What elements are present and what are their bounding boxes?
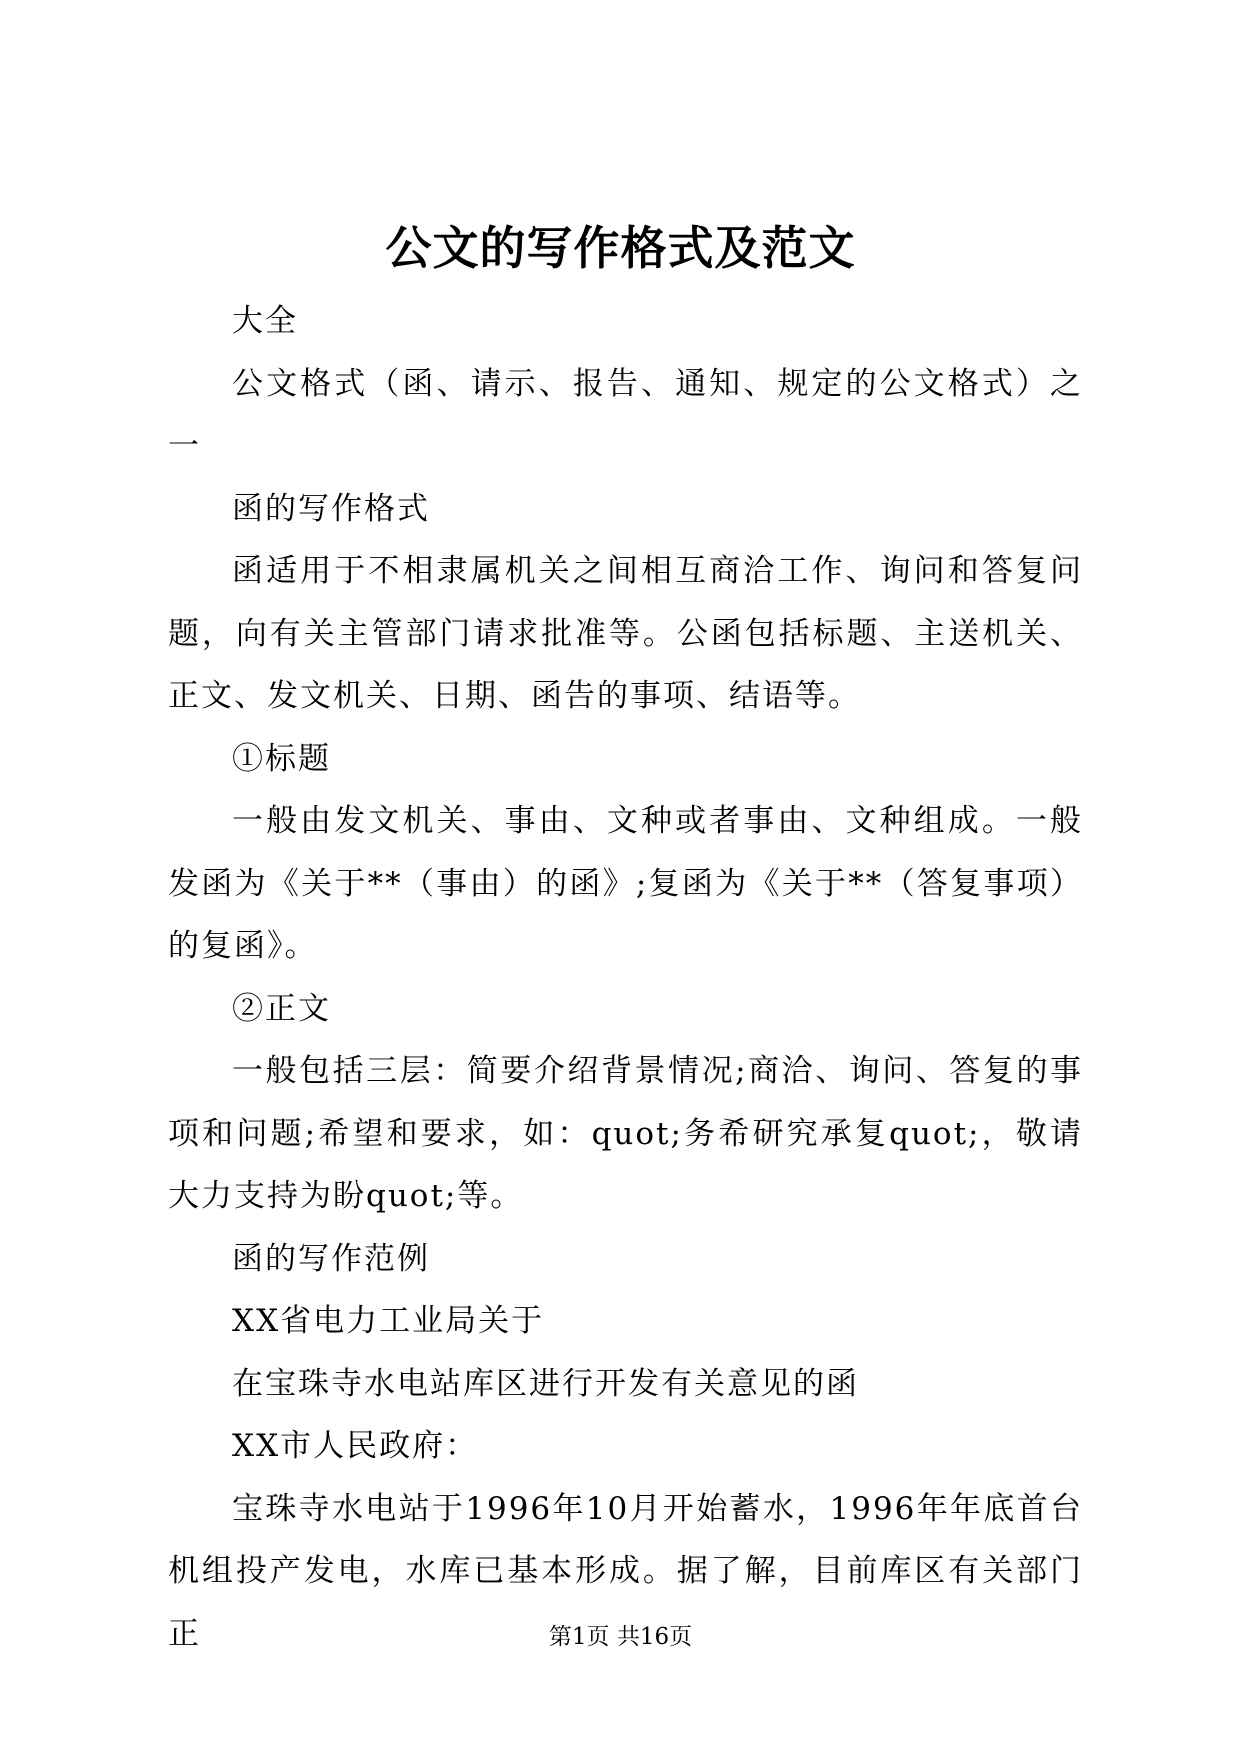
paragraph-body-heading: ②正文 xyxy=(232,990,331,1027)
paragraph-format-heading: 公文格式（函、请示、报告、通知、规定的公文格式）之一 xyxy=(168,365,1083,464)
paragraph-example-content: 宝珠寺水电站于1996年10月开始蓄水，1996年年底首台机组投产发电，水库已基本形成。据了解，目前库区有关部门正 xyxy=(168,1490,1083,1652)
paragraph-body-description: 一般包括三层：简要介绍背景情况;商洽、询问、答复的事项和问题;希望和要求，如：quot;务希研究承复quot;，敬请大力支持为盼quot;等。 xyxy=(168,1053,1083,1214)
paragraph-title-description: 一般由发文机关、事由、文种或者事由、文种组成。一般发函为《关于**（事由）的函》;复函为《关于**（答复事项）的复函》。 xyxy=(168,803,1083,964)
paragraph-letter-definition: 函适用于不相隶属机关之间相互商洽工作、询问和答复问题，向有关主管部门请求批准等。公函包括标题、主送机关、正文、发文机关、日期、函告的事项、结语等。 xyxy=(168,553,1083,714)
paragraph-daquan: 大全 xyxy=(232,303,298,339)
paragraph-example-subject: 在宝珠寺水电站库区进行开发有关意见的函 xyxy=(232,1365,859,1402)
paragraph-letter-format-heading: 函的写作格式 xyxy=(232,490,430,527)
paragraph-title-heading: ①标题 xyxy=(232,740,331,777)
paragraph-example-sender: XX省电力工业局关于 xyxy=(232,1303,545,1339)
paragraph-example-heading: 函的写作范例 xyxy=(232,1240,430,1277)
document-body xyxy=(168,290,1083,1665)
paragraph-example-recipient: XX市人民政府： xyxy=(232,1428,479,1464)
page-footer: 第1页 共16页 xyxy=(548,1624,693,1650)
document-title: 公文的写作格式及范文 xyxy=(385,221,856,275)
